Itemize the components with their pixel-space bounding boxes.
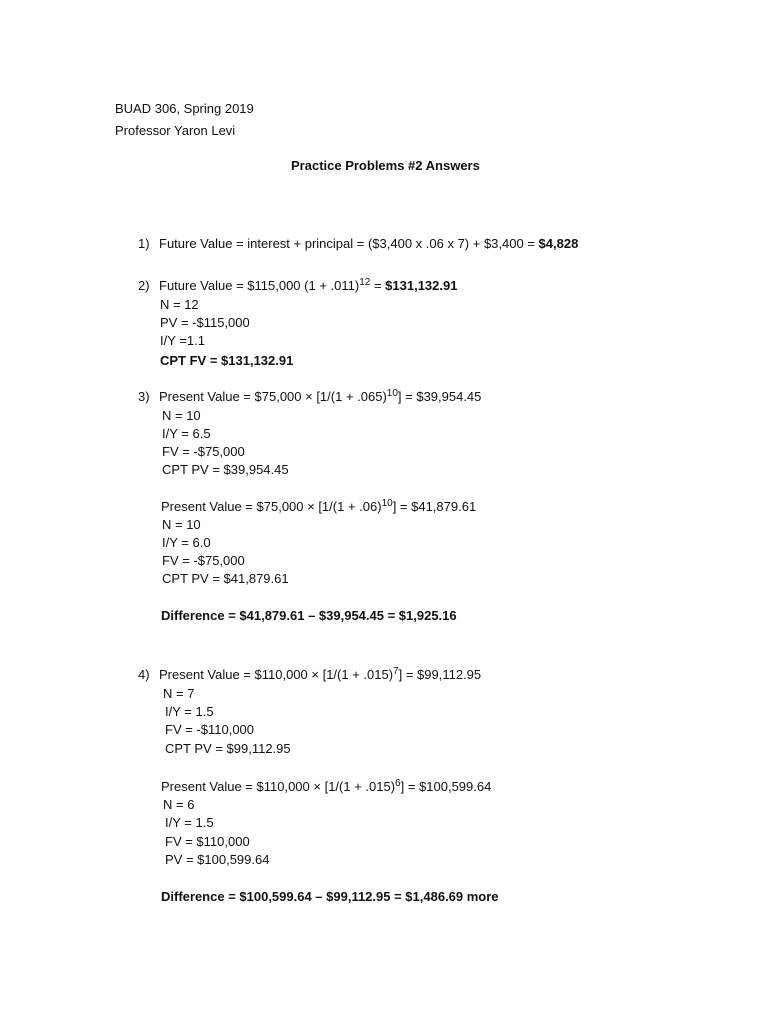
problem-3-number: 3) [138,389,150,404]
problem-2-equals: = [370,278,386,293]
problem-3a-n: N = 10 [162,408,201,423]
problem-1-answer: $4,828 [538,236,579,251]
problem-4a-exponent: 7 [393,666,399,677]
problem-3b-exponent: 10 [381,498,393,509]
problem-4a-result: ] = $99,112.95 [398,667,482,682]
problem-3a-formula: Present Value = $75,000 × [1/(1 + .065) [159,389,387,404]
problem-3a-exponent: 10 [386,388,398,399]
problem-3b-formula-line [161,499,476,515]
problem-4a-n: N = 7 [163,686,195,701]
problem-4b-fv: FV = $110,000 [165,834,250,849]
problem-3a-iy: I/Y = 6.5 [162,426,211,441]
problem-3a-formula-line [159,389,481,405]
problem-3b-cpt: CPT PV = $41,879.61 [162,571,289,586]
problem-2-pv: PV = -$115,000 [160,315,250,330]
problem-2-formula: Future Value = $115,000 (1 + .011) [159,278,360,293]
problem-4b-formula: Present Value = $110,000 × [1/(1 + .015) [161,779,396,794]
problem-2-iy: I/Y =1.1 [160,333,205,348]
problem-4b-exponent: 6 [395,778,401,789]
problem-4-number: 4) [138,667,150,682]
document-title: Practice Problems #2 Answers [291,158,480,173]
problem-2-n: N = 12 [160,297,199,312]
course-line: BUAD 306, Spring 2019 [115,101,254,116]
problem-3a-fv: FV = -$75,000 [162,444,245,459]
problem-3b-result: ] = $41,879.61 [392,499,477,514]
problem-1-text: Future Value = interest + principal = ($3,400 x .06 x 7) + $3,400 = [159,236,539,251]
problem-2-formula-line [159,278,457,294]
problem-4a-formula: Present Value = $110,000 × [1/(1 + .015) [159,667,394,682]
problem-3-difference: Difference = $41,879.61 – $39,954.45 = $1,925.16 [161,608,457,623]
problem-3b-fv: FV = -$75,000 [162,553,245,568]
problem-4b-pv: PV = $100,599.64 [165,852,270,867]
problem-3a-result: ] = $39,954.45 [397,389,482,404]
problem-4a-cpt: CPT PV = $99,112.95 [165,741,291,756]
problem-2-cpt: CPT FV = $131,132.91 [160,353,294,368]
problem-4a-fv: FV = -$110,000 [165,722,255,737]
problem-3b-n: N = 10 [162,517,201,532]
problem-4b-result: ] = $100,599.64 [400,779,492,794]
problem-4b-formula-line [161,779,491,795]
problem-4a-iy: I/Y = 1.5 [165,704,214,719]
problem-2-exponent: 12 [359,277,371,288]
problem-4b-iy: I/Y = 1.5 [165,815,214,830]
professor-line: Professor Yaron Levi [115,123,236,138]
problem-4-difference: Difference = $100,599.64 – $99,112.95 = $1,486.69 more [161,889,499,904]
problem-3b-formula: Present Value = $75,000 × [1/(1 + .06) [161,499,382,514]
problem-3b-iy: I/Y = 6.0 [162,535,211,550]
problem-1-number: 1) [138,236,150,251]
problem-2-number: 2) [138,278,150,293]
problem-4a-formula-line [159,667,481,683]
problem-2-answer: $131,132.91 [385,278,458,293]
problem-4b-n: N = 6 [163,797,195,812]
problem-3a-cpt: CPT PV = $39,954.45 [162,462,289,477]
problem-1-line [159,236,578,252]
